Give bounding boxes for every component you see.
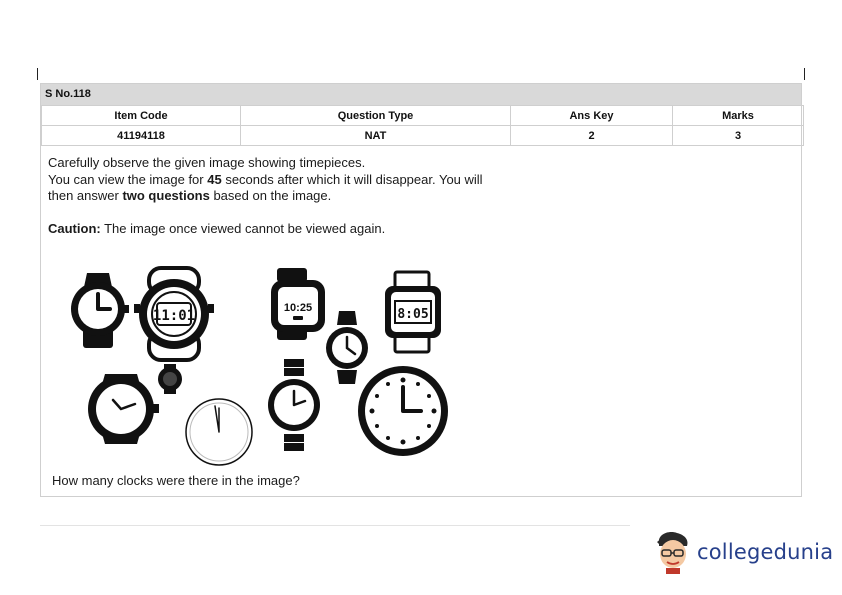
- small-round-watch-icon: [326, 311, 368, 384]
- question-type-header: Question Type: [241, 106, 511, 126]
- tiny-watch-icon: [158, 364, 182, 394]
- digital-sport-watch-icon: [134, 268, 214, 360]
- ans-key-value: 2: [511, 126, 673, 146]
- serial-number: S No.118: [41, 84, 801, 105]
- mascot-icon: [655, 530, 691, 574]
- item-code-value: 41194118: [42, 126, 241, 146]
- caution-text: The image once viewed cannot be viewed again.: [100, 220, 386, 236]
- crop-mark-right: [804, 68, 805, 80]
- question-type-value: NAT: [241, 126, 511, 146]
- marks-value: 3: [673, 126, 804, 146]
- wall-clock-icon: [186, 399, 252, 465]
- display-time: 8:05: [397, 307, 429, 322]
- meta-value-row: [42, 126, 804, 146]
- item-code-header: Item Code: [42, 106, 241, 126]
- instructions: [48, 155, 483, 237]
- round-watch-icon: [71, 273, 129, 348]
- meta-header-row: [42, 106, 804, 126]
- instruction-line-3: [48, 188, 483, 205]
- question-count: two questions: [122, 188, 210, 203]
- square-digital-watch-icon: [385, 272, 441, 352]
- meta-table: [41, 105, 804, 146]
- instruction-line-1: Carefully observe the given image showing timepieces.: [48, 155, 366, 170]
- instruction-text: You can view the image for: [48, 171, 208, 187]
- caution-label: Caution:: [48, 220, 101, 236]
- instruction-text: then answer: [48, 188, 123, 203]
- caution-line: [48, 221, 483, 238]
- dotted-clock-icon: [358, 366, 448, 456]
- analog-watch-icon: [88, 374, 159, 444]
- crop-mark-left: [37, 68, 38, 80]
- instruction-text: seconds after which it will disappear. You will: [221, 171, 483, 187]
- display-time: 10:25: [283, 302, 313, 314]
- question-card: [40, 83, 802, 497]
- smartwatch-icon: [271, 268, 325, 340]
- brand-logo[interactable]: [655, 530, 833, 574]
- footer-divider: [40, 525, 630, 526]
- bracelet-watch-icon: [268, 359, 320, 451]
- instruction-text: based on the image.: [209, 188, 332, 203]
- display-time: 11:01: [152, 308, 196, 324]
- instruction-line-2: [48, 172, 483, 189]
- ans-key-header: Ans Key: [511, 106, 673, 126]
- timepieces-figure: [55, 256, 429, 461]
- marks-header: Marks: [673, 106, 804, 126]
- seconds-count: 45: [207, 171, 222, 187]
- brand-name: collegedunia: [697, 540, 834, 564]
- question-text: How many clocks were there in the image?: [52, 473, 300, 488]
